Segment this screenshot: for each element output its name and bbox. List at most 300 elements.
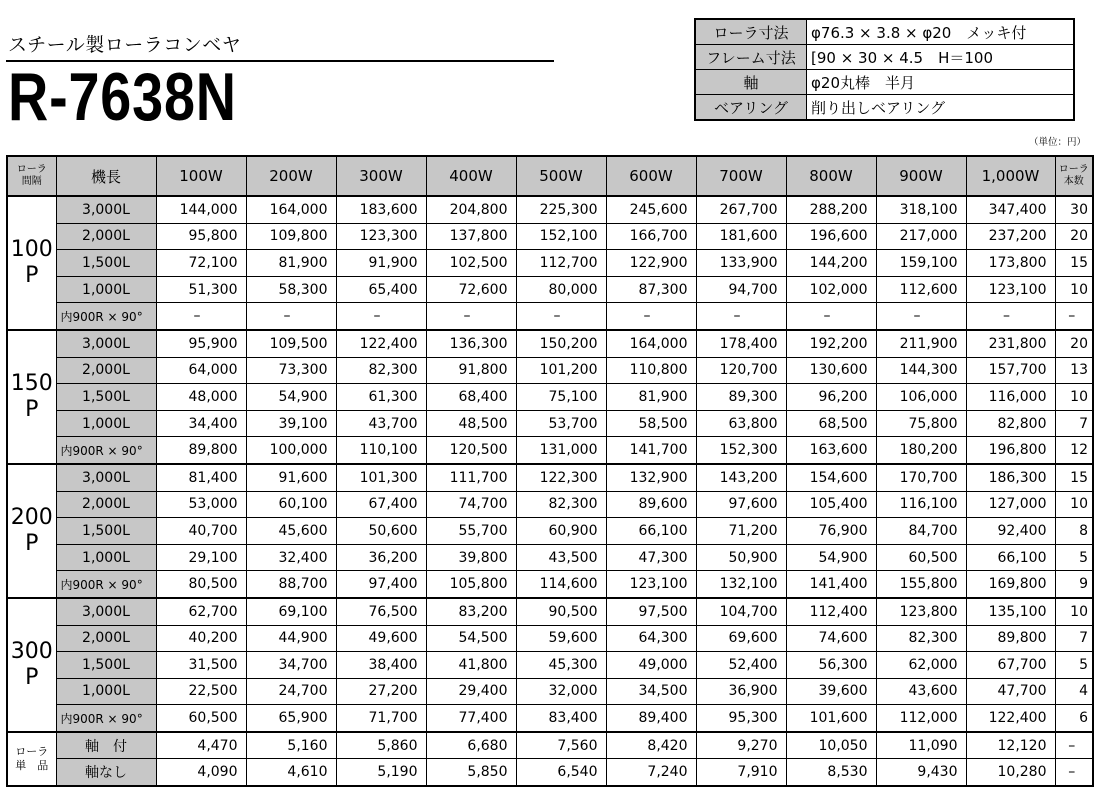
length-cell: 軸なし xyxy=(56,759,156,786)
price-cell: 92,400 xyxy=(966,518,1055,545)
unit-note: （単位：円） xyxy=(1028,137,1086,148)
price-cell: 54,900 xyxy=(246,384,336,411)
single-row xyxy=(7,759,1093,786)
table-row xyxy=(7,571,1093,598)
roller-count-cell: 9 xyxy=(1055,571,1093,598)
table-row xyxy=(7,518,1093,545)
table-row xyxy=(7,652,1093,679)
roller-count-cell: 10 xyxy=(1055,598,1093,625)
price-cell: 122,400 xyxy=(336,330,426,357)
price-cell: 40,700 xyxy=(156,518,246,545)
roller-count-cell: 7 xyxy=(1055,625,1093,652)
spec-row xyxy=(695,95,1074,121)
price-cell: 67,400 xyxy=(336,491,426,518)
price-cell: 94,700 xyxy=(696,276,786,303)
length-cell: 1,000L xyxy=(56,544,156,571)
spec-value: 削り出しベアリング xyxy=(807,95,1075,121)
price-cell: 43,500 xyxy=(516,544,606,571)
price-cell: 51,300 xyxy=(156,276,246,303)
table-row xyxy=(7,330,1093,357)
price-cell: 56,300 xyxy=(786,652,876,679)
table-row xyxy=(7,357,1093,384)
price-cell: 89,600 xyxy=(606,491,696,518)
price-cell: – xyxy=(966,303,1055,330)
price-cell: 8,530 xyxy=(786,759,876,786)
price-cell: 82,800 xyxy=(966,410,1055,437)
width-header-700W: 700W xyxy=(696,156,786,196)
price-cell: 53,000 xyxy=(156,491,246,518)
header-row xyxy=(7,156,1093,196)
length-cell: 2,000L xyxy=(56,357,156,384)
width-header-100W: 100W xyxy=(156,156,246,196)
price-cell: 76,500 xyxy=(336,598,426,625)
roller-count-cell: 15 xyxy=(1055,464,1093,491)
price-cell: 144,200 xyxy=(786,250,876,277)
spec-row xyxy=(695,19,1074,45)
length-cell: 1,500L xyxy=(56,652,156,679)
price-cell: 89,800 xyxy=(156,437,246,464)
price-cell: 34,700 xyxy=(246,652,336,679)
price-cell: 69,100 xyxy=(246,598,336,625)
price-cell: 112,000 xyxy=(876,705,966,732)
price-cell: 132,100 xyxy=(696,571,786,598)
price-cell: 109,500 xyxy=(246,330,336,357)
price-cell: 154,600 xyxy=(786,464,876,491)
price-cell: 155,800 xyxy=(876,571,966,598)
price-cell: 150,200 xyxy=(516,330,606,357)
price-cell: 96,200 xyxy=(786,384,876,411)
table-row xyxy=(7,598,1093,625)
price-cell: 6,680 xyxy=(426,732,516,759)
price-cell: 83,200 xyxy=(426,598,516,625)
price-cell: 141,400 xyxy=(786,571,876,598)
spec-value: [90 × 30 × 4.5 H＝100 xyxy=(807,45,1075,70)
length-cell: 2,000L xyxy=(56,491,156,518)
price-cell: 72,600 xyxy=(426,276,516,303)
price-cell: 170,700 xyxy=(876,464,966,491)
price-cell: 109,800 xyxy=(246,223,336,250)
model-number: R-7638N xyxy=(8,59,237,135)
price-cell: 178,400 xyxy=(696,330,786,357)
price-cell: 97,400 xyxy=(336,571,426,598)
price-cell: 123,100 xyxy=(606,571,696,598)
table-row xyxy=(7,678,1093,705)
price-cell: 97,500 xyxy=(606,598,696,625)
price-cell: 76,900 xyxy=(786,518,876,545)
price-cell: 143,200 xyxy=(696,464,786,491)
table-row xyxy=(7,250,1093,277)
length-cell: 1,500L xyxy=(56,384,156,411)
price-cell: 74,700 xyxy=(426,491,516,518)
price-cell: 82,300 xyxy=(336,357,426,384)
price-cell: 34,500 xyxy=(606,678,696,705)
length-cell: 内900R × 90° xyxy=(56,705,156,732)
price-cell: 6,540 xyxy=(516,759,606,786)
price-cell: 110,100 xyxy=(336,437,426,464)
price-cell: 144,000 xyxy=(156,196,246,223)
length-cell: 3,000L xyxy=(56,196,156,223)
roller-count-cell: 8 xyxy=(1055,518,1093,545)
price-cell: 169,800 xyxy=(966,571,1055,598)
roller-count-cell: 12 xyxy=(1055,437,1093,464)
price-cell: 80,000 xyxy=(516,276,606,303)
price-cell: 164,000 xyxy=(246,196,336,223)
length-header: 機長 xyxy=(56,156,156,196)
table-row xyxy=(7,464,1093,491)
price-cell: 7,910 xyxy=(696,759,786,786)
price-cell: 82,300 xyxy=(876,625,966,652)
price-cell: 63,800 xyxy=(696,410,786,437)
price-cell: 80,500 xyxy=(156,571,246,598)
price-cell: 4,610 xyxy=(246,759,336,786)
price-cell: 105,400 xyxy=(786,491,876,518)
price-cell: 81,400 xyxy=(156,464,246,491)
price-cell: 192,200 xyxy=(786,330,876,357)
price-cell: 50,900 xyxy=(696,544,786,571)
price-cell: 81,900 xyxy=(606,384,696,411)
length-cell: 内900R × 90° xyxy=(56,303,156,330)
price-cell: 122,300 xyxy=(516,464,606,491)
price-cell: 181,600 xyxy=(696,223,786,250)
price-cell: 122,400 xyxy=(966,705,1055,732)
price-cell: 10,050 xyxy=(786,732,876,759)
price-cell: 91,600 xyxy=(246,464,336,491)
price-cell: 74,600 xyxy=(786,625,876,652)
price-cell: 106,000 xyxy=(876,384,966,411)
price-cell: 183,600 xyxy=(336,196,426,223)
price-cell: 60,500 xyxy=(876,544,966,571)
width-header-1000W: 1,000W xyxy=(966,156,1055,196)
price-cell: 123,300 xyxy=(336,223,426,250)
spec-label: 軸 xyxy=(695,70,807,95)
price-cell: 186,300 xyxy=(966,464,1055,491)
length-cell: 内900R × 90° xyxy=(56,437,156,464)
price-cell: – xyxy=(876,303,966,330)
price-cell: 116,000 xyxy=(966,384,1055,411)
spec-label: ベアリング xyxy=(695,95,807,121)
price-cell: 36,900 xyxy=(696,678,786,705)
price-cell: 204,800 xyxy=(426,196,516,223)
spec-label: ローラ寸法 xyxy=(695,19,807,45)
price-cell: 267,700 xyxy=(696,196,786,223)
price-cell: 9,430 xyxy=(876,759,966,786)
table-row xyxy=(7,437,1093,464)
price-cell: 68,500 xyxy=(786,410,876,437)
price-cell: 88,700 xyxy=(246,571,336,598)
price-cell: 24,700 xyxy=(246,678,336,705)
price-cell: 173,800 xyxy=(966,250,1055,277)
price-cell: 180,200 xyxy=(876,437,966,464)
price-cell: – xyxy=(336,303,426,330)
price-cell: 166,700 xyxy=(606,223,696,250)
table-row xyxy=(7,223,1093,250)
price-cell: 245,600 xyxy=(606,196,696,223)
width-header-200W: 200W xyxy=(246,156,336,196)
pitch-cell: 300 P xyxy=(7,598,56,732)
price-cell: 65,400 xyxy=(336,276,426,303)
price-cell: 217,000 xyxy=(876,223,966,250)
table-row xyxy=(7,276,1093,303)
price-cell: 48,500 xyxy=(426,410,516,437)
length-cell: 軸 付 xyxy=(56,732,156,759)
price-cell: 7,560 xyxy=(516,732,606,759)
price-cell: 122,900 xyxy=(606,250,696,277)
width-header-900W: 900W xyxy=(876,156,966,196)
price-cell: 102,000 xyxy=(786,276,876,303)
price-cell: – xyxy=(426,303,516,330)
pitch-cell: 150 P xyxy=(7,330,56,464)
price-cell: 100,000 xyxy=(246,437,336,464)
price-cell: 163,600 xyxy=(786,437,876,464)
price-cell: 69,600 xyxy=(696,625,786,652)
price-cell: 31,500 xyxy=(156,652,246,679)
length-cell: 3,000L xyxy=(56,598,156,625)
price-cell: 68,400 xyxy=(426,384,516,411)
price-cell: 159,100 xyxy=(876,250,966,277)
price-cell: 120,500 xyxy=(426,437,516,464)
price-cell: 101,200 xyxy=(516,357,606,384)
roller-count-cell: 13 xyxy=(1055,357,1093,384)
price-cell: – xyxy=(786,303,876,330)
price-cell: 112,600 xyxy=(876,276,966,303)
price-cell: 59,600 xyxy=(516,625,606,652)
roller-count-cell: 5 xyxy=(1055,652,1093,679)
price-cell: 4,470 xyxy=(156,732,246,759)
price-cell: 62,000 xyxy=(876,652,966,679)
table-row xyxy=(7,384,1093,411)
price-cell: 43,700 xyxy=(336,410,426,437)
roller-count-cell: 6 xyxy=(1055,705,1093,732)
price-cell: 53,700 xyxy=(516,410,606,437)
price-cell: 67,700 xyxy=(966,652,1055,679)
price-cell: 132,900 xyxy=(606,464,696,491)
price-cell: 65,900 xyxy=(246,705,336,732)
price-cell: – xyxy=(516,303,606,330)
price-cell: 120,700 xyxy=(696,357,786,384)
price-cell: 152,300 xyxy=(696,437,786,464)
price-cell: 136,300 xyxy=(426,330,516,357)
roller-count-cell: 20 xyxy=(1055,330,1093,357)
price-cell: 44,900 xyxy=(246,625,336,652)
single-roller-label: ローラ 単 品 xyxy=(7,732,56,786)
price-cell: 54,900 xyxy=(786,544,876,571)
price-cell: 95,800 xyxy=(156,223,246,250)
length-cell: 3,000L xyxy=(56,464,156,491)
price-cell: 84,700 xyxy=(876,518,966,545)
price-cell: 36,200 xyxy=(336,544,426,571)
price-cell: 47,300 xyxy=(606,544,696,571)
product-subtitle: スチール製ローラコンベヤ xyxy=(8,34,242,56)
price-cell: 225,300 xyxy=(516,196,606,223)
price-cell: 71,700 xyxy=(336,705,426,732)
price-cell: 164,000 xyxy=(606,330,696,357)
price-cell: 50,600 xyxy=(336,518,426,545)
table-row xyxy=(7,303,1093,330)
table-row xyxy=(7,491,1093,518)
price-cell: 112,700 xyxy=(516,250,606,277)
price-cell: 60,100 xyxy=(246,491,336,518)
length-cell: 1,500L xyxy=(56,518,156,545)
table-row xyxy=(7,544,1093,571)
price-cell: 60,900 xyxy=(516,518,606,545)
price-cell: 29,100 xyxy=(156,544,246,571)
price-cell: 75,800 xyxy=(876,410,966,437)
spec-row xyxy=(695,70,1074,95)
length-cell: 1,500L xyxy=(56,250,156,277)
price-cell: 66,100 xyxy=(966,544,1055,571)
length-cell: 3,000L xyxy=(56,330,156,357)
price-cell: 61,300 xyxy=(336,384,426,411)
price-cell: 64,000 xyxy=(156,357,246,384)
price-cell: 71,200 xyxy=(696,518,786,545)
price-cell: 41,800 xyxy=(426,652,516,679)
price-cell: 87,300 xyxy=(606,276,696,303)
price-cell: 75,100 xyxy=(516,384,606,411)
length-cell: 2,000L xyxy=(56,625,156,652)
price-cell: 196,600 xyxy=(786,223,876,250)
price-cell: 64,300 xyxy=(606,625,696,652)
price-cell: 102,500 xyxy=(426,250,516,277)
length-cell: 1,000L xyxy=(56,678,156,705)
table-row xyxy=(7,625,1093,652)
price-cell: 95,300 xyxy=(696,705,786,732)
price-cell: 318,100 xyxy=(876,196,966,223)
price-cell: 40,200 xyxy=(156,625,246,652)
price-cell: 32,400 xyxy=(246,544,336,571)
price-cell: 29,400 xyxy=(426,678,516,705)
price-cell: 8,420 xyxy=(606,732,696,759)
price-cell: 91,800 xyxy=(426,357,516,384)
roller-count-cell: 5 xyxy=(1055,544,1093,571)
price-cell: 82,300 xyxy=(516,491,606,518)
roller-count-cell: 10 xyxy=(1055,276,1093,303)
spec-value: φ76.3 × 3.8 × φ20 メッキ付 xyxy=(807,19,1075,45)
price-cell: 72,100 xyxy=(156,250,246,277)
price-cell: 90,500 xyxy=(516,598,606,625)
price-cell: 137,800 xyxy=(426,223,516,250)
price-cell: 211,900 xyxy=(876,330,966,357)
price-cell: 127,000 xyxy=(966,491,1055,518)
price-cell: – xyxy=(696,303,786,330)
price-cell: 157,700 xyxy=(966,357,1055,384)
price-cell: 104,700 xyxy=(696,598,786,625)
price-cell: 237,200 xyxy=(966,223,1055,250)
price-cell: 22,500 xyxy=(156,678,246,705)
price-cell: 43,600 xyxy=(876,678,966,705)
price-cell: 48,000 xyxy=(156,384,246,411)
price-cell: 114,600 xyxy=(516,571,606,598)
spec-value: φ20丸棒 半月 xyxy=(807,70,1075,95)
price-cell: 34,400 xyxy=(156,410,246,437)
price-cell: 111,700 xyxy=(426,464,516,491)
price-cell: 32,000 xyxy=(516,678,606,705)
price-body xyxy=(7,196,1093,786)
corner-header: ローラ 間隔 xyxy=(7,156,56,196)
price-cell: 52,400 xyxy=(696,652,786,679)
price-cell: 7,240 xyxy=(606,759,696,786)
price-cell: 141,700 xyxy=(606,437,696,464)
price-cell: 5,850 xyxy=(426,759,516,786)
pitch-cell: 200 P xyxy=(7,464,56,598)
price-cell: 144,300 xyxy=(876,357,966,384)
price-cell: 101,300 xyxy=(336,464,426,491)
price-cell: 135,100 xyxy=(966,598,1055,625)
roller-count-cell: 10 xyxy=(1055,491,1093,518)
price-cell: 105,800 xyxy=(426,571,516,598)
price-cell: 58,500 xyxy=(606,410,696,437)
count-header: ローラ 本数 xyxy=(1055,156,1093,196)
roller-count-cell: 15 xyxy=(1055,250,1093,277)
price-cell: 62,700 xyxy=(156,598,246,625)
roller-count-cell: 10 xyxy=(1055,384,1093,411)
price-cell: 27,200 xyxy=(336,678,426,705)
price-cell: 58,300 xyxy=(246,276,336,303)
price-cell: 4,090 xyxy=(156,759,246,786)
roller-count-cell: 7 xyxy=(1055,410,1093,437)
price-cell: 66,100 xyxy=(606,518,696,545)
price-cell: 49,000 xyxy=(606,652,696,679)
price-cell: 47,700 xyxy=(966,678,1055,705)
spec-row xyxy=(695,45,1074,70)
price-cell: – xyxy=(156,303,246,330)
length-cell: 内900R × 90° xyxy=(56,571,156,598)
price-cell: 39,100 xyxy=(246,410,336,437)
price-cell: 73,300 xyxy=(246,357,336,384)
price-cell: 39,800 xyxy=(426,544,516,571)
price-cell: 123,800 xyxy=(876,598,966,625)
price-cell: 77,400 xyxy=(426,705,516,732)
price-cell: 83,400 xyxy=(516,705,606,732)
pitch-cell: 100 P xyxy=(7,196,56,330)
price-cell: 5,160 xyxy=(246,732,336,759)
single-row xyxy=(7,732,1093,759)
length-cell: 2,000L xyxy=(56,223,156,250)
price-cell: 12,120 xyxy=(966,732,1055,759)
price-cell: 45,300 xyxy=(516,652,606,679)
roller-count-cell: 20 xyxy=(1055,223,1093,250)
price-table xyxy=(6,155,1094,787)
price-cell: 60,500 xyxy=(156,705,246,732)
price-cell: 91,900 xyxy=(336,250,426,277)
roller-count-cell: 4 xyxy=(1055,678,1093,705)
width-header-400W: 400W xyxy=(426,156,516,196)
price-cell: 288,200 xyxy=(786,196,876,223)
table-row xyxy=(7,196,1093,223)
price-cell: 101,600 xyxy=(786,705,876,732)
price-cell: 130,600 xyxy=(786,357,876,384)
width-header-800W: 800W xyxy=(786,156,876,196)
price-cell: 49,600 xyxy=(336,625,426,652)
price-cell: 116,100 xyxy=(876,491,966,518)
price-cell: 97,600 xyxy=(696,491,786,518)
roller-count-cell: – xyxy=(1055,759,1093,786)
price-cell: 231,800 xyxy=(966,330,1055,357)
price-cell: 152,100 xyxy=(516,223,606,250)
table-row xyxy=(7,705,1093,732)
price-cell: 196,800 xyxy=(966,437,1055,464)
price-cell: 55,700 xyxy=(426,518,516,545)
spec-label: フレーム寸法 xyxy=(695,45,807,70)
price-cell: – xyxy=(606,303,696,330)
width-header-300W: 300W xyxy=(336,156,426,196)
roller-count-cell: – xyxy=(1055,303,1093,330)
price-cell: 5,190 xyxy=(336,759,426,786)
price-cell: 112,400 xyxy=(786,598,876,625)
price-cell: – xyxy=(246,303,336,330)
price-cell: 89,800 xyxy=(966,625,1055,652)
price-cell: 89,400 xyxy=(606,705,696,732)
table-row xyxy=(7,410,1093,437)
